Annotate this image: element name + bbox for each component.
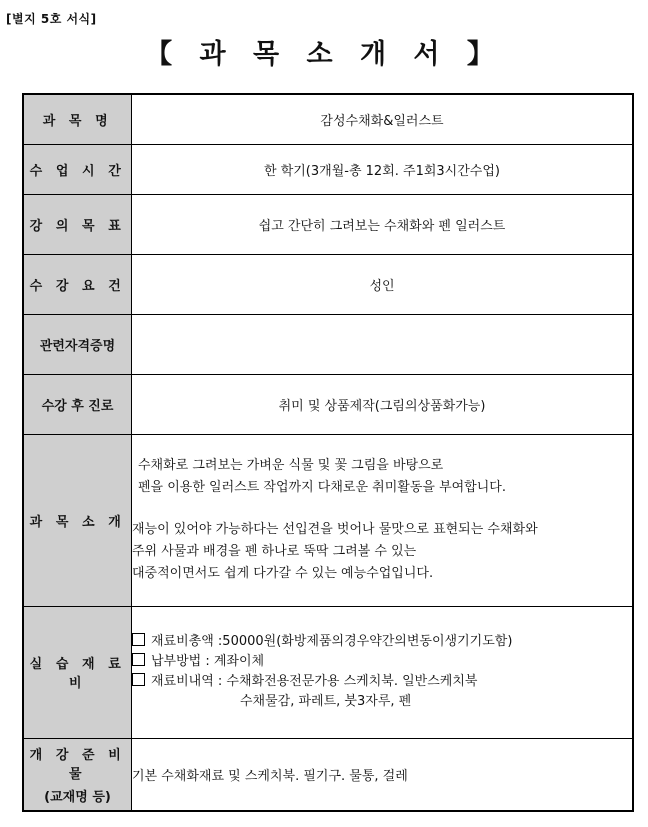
prep-label: 개 강 준 비 물 (교재명 등) (23, 738, 132, 811)
row-requirement (23, 254, 633, 314)
row-certificate (23, 314, 633, 374)
intro-line: 펜을 이용한 일러스트 작업까지 다채로운 취미활동을 부여합니다. (138, 480, 506, 495)
intro-label: 과 목 소 개 (23, 434, 132, 606)
intro-line: 수채화로 그려보는 가벼운 식물 및 꽃 그림을 바탕으로 (138, 458, 444, 473)
goal-label: 강 의 목 표 (23, 194, 132, 254)
row-materials (23, 606, 633, 738)
row-hours (23, 144, 633, 194)
career-label: 수강 후 진로 (23, 374, 132, 434)
row-subject (23, 94, 633, 144)
material-item-continuation: 수채물감, 파레트, 붓3자루, 펜 (240, 694, 412, 709)
career-value: 취미 및 상품제작(그림의상품화가능) (132, 374, 634, 434)
materials-label: 실 습 재 료 비 (23, 606, 132, 738)
form-number-label: [별지 5호 서식] (6, 12, 97, 26)
certificate-label: 관련자격증명 (23, 314, 132, 374)
material-item: 납부방법 : 계좌이체 (132, 652, 632, 672)
subject-value: 감성수채화&일러스트 (132, 94, 634, 144)
prep-value: 기본 수채화재료 및 스케치북. 필기구. 물통, 걸레 (132, 738, 634, 811)
intro-line: 재능이 있어야 가능하다는 선입견을 벗어나 물맛으로 표현되는 수채화와 (132, 522, 538, 537)
goal-value: 쉽고 간단히 그려보는 수채화와 펜 일러스트 (132, 194, 634, 254)
row-prep (23, 738, 633, 811)
hours-label: 수 업 시 간 (23, 144, 132, 194)
intro-line: 주위 사물과 배경을 펜 하나로 뚝딱 그려볼 수 있는 (132, 544, 417, 559)
subject-label: 과 목 명 (23, 94, 132, 144)
checkbox-icon (132, 633, 145, 646)
certificate-value (132, 314, 634, 374)
material-item: 재료비내역 : 수채화전용전문가용 스케치북. 일반스케치북 (132, 672, 632, 692)
course-info-table (22, 93, 634, 812)
requirement-value: 성인 (132, 254, 634, 314)
material-item: 재료비총액 :50000원(화방제품의경우약간의변동이생기기도함) (132, 632, 632, 652)
checkbox-icon (132, 673, 145, 686)
materials-value (132, 606, 634, 738)
row-goal (23, 194, 633, 254)
row-career (23, 374, 633, 434)
row-intro (23, 434, 633, 606)
checkbox-icon (132, 653, 145, 666)
intro-value (132, 434, 634, 606)
hours-value: 한 학기(3개월-총 12회. 주1회3시간수업) (132, 144, 634, 194)
intro-line: 대중적이면서도 쉽게 다가갈 수 있는 예능수업입니다. (132, 566, 434, 581)
requirement-label: 수 강 요 건 (23, 254, 132, 314)
document-title: 【 과 목 소 개 서 】 (145, 39, 503, 70)
